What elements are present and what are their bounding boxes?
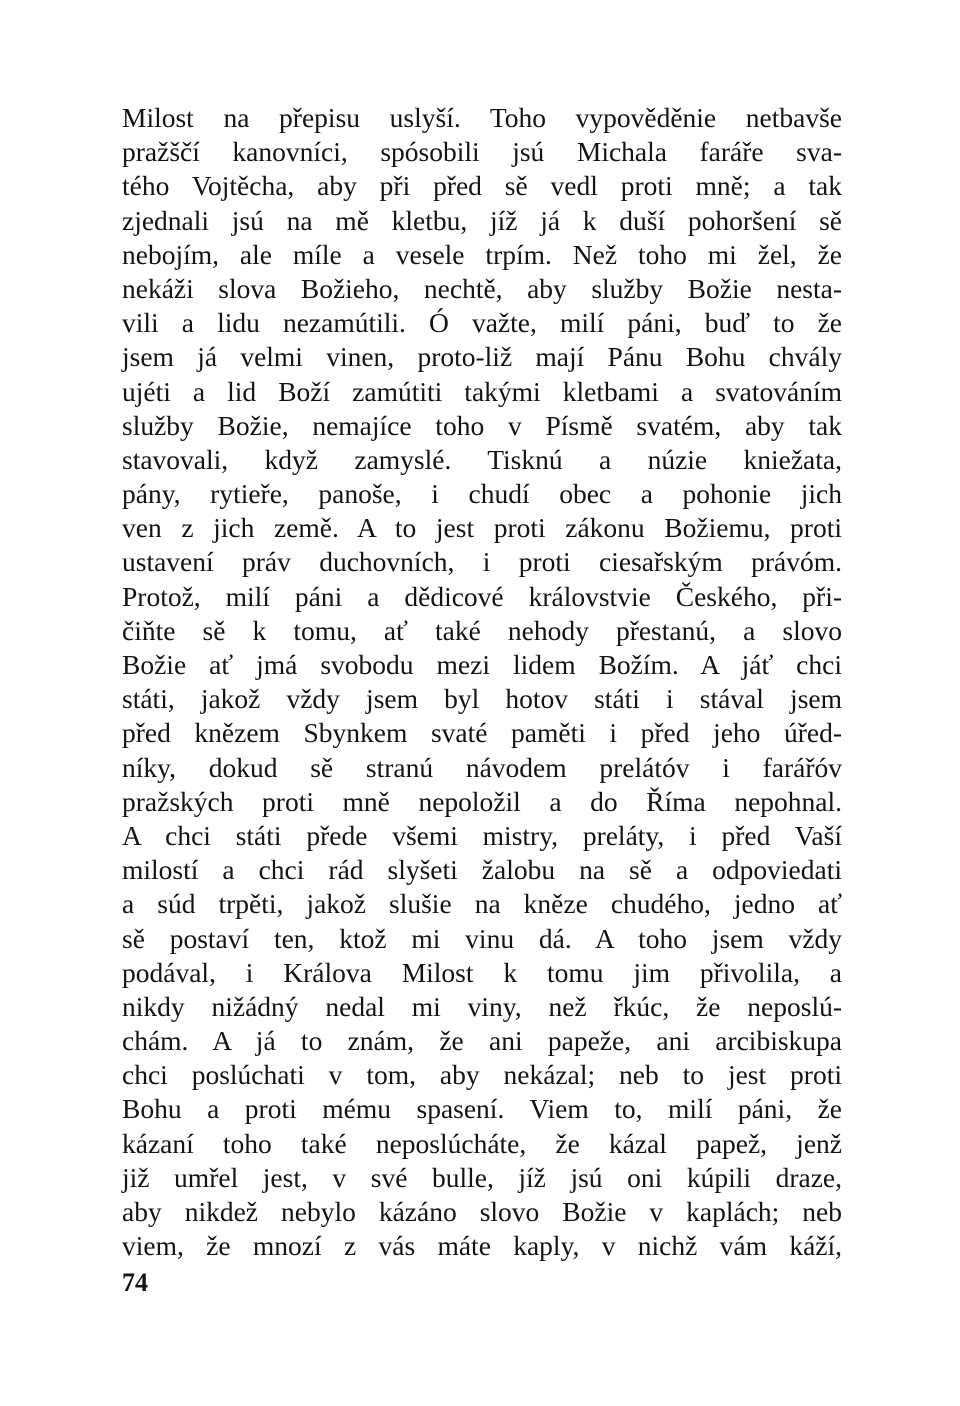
text-line: pány, rytieře, panoše, i chudí obec a pohonie jich <box>122 478 842 510</box>
page-number: 74 <box>122 1268 148 1297</box>
text-line: již umřel jest, v své bulle, jíž jsú oni kúpili draze, <box>122 1161 842 1193</box>
text-line: nekáži slova Božieho, nechtě, aby služby Božie nesta- <box>122 272 842 304</box>
text-line: milostí a chci rád slyšeti žalobu na sě a odpoviedati <box>122 854 842 886</box>
text-line: Božie ať jmá svobodu mezi lidem Božím. A jáť chci <box>122 649 842 680</box>
text-line: čiňte sě k tomu, ať také nehody přestanú, a slovo <box>122 614 842 646</box>
text-line: ustavení práv duchovních, i proti ciesařským právóm. <box>122 546 842 578</box>
text-line: stavovali, když zamyslé. Tisknú a núzie kniežata, <box>122 443 842 475</box>
text-line: pražščí kanovníci, spósobili jsú Michala faráře sva- <box>122 136 842 168</box>
text-line: viem, že mnozí z vás máte kaply, v nichž vám káží, <box>122 1230 842 1262</box>
text-line: Milost na přepisu uslyší. Toho vypověděnie netbavše <box>122 102 842 133</box>
text-line: ven z jich země. A to jest proti zákonu Božiemu, proti <box>122 512 842 544</box>
text-line: níky, dokud sě stranú návodem prelátóv i farářóv <box>122 751 842 783</box>
text-line: aby nikdež nebylo kázáno slovo Božie v kaplách; neb <box>122 1196 842 1227</box>
text-line: tého Vojtěcha, aby při před sě vedl proti mně; a tak <box>122 170 842 202</box>
text-line: služby Božie, nemajíce toho v Písmě svatém, aby tak <box>122 409 842 441</box>
text-line: státi, jakož vždy jsem byl hotov státi i stával jsem <box>122 683 842 715</box>
text-line: pražských proti mně nepoložil a do Říma nepohnal. <box>122 785 842 817</box>
text-line: nikdy nižádný nedal mi viny, než řkúc, že neposlú- <box>122 990 842 1022</box>
text-line: před knězem Sbynkem svaté paměti i před jeho úřed- <box>122 717 842 749</box>
text-line: sě postaví ten, ktož mi vinu dá. A toho jsem vždy <box>122 922 842 954</box>
text-line: chám. A já to znám, že ani papeže, ani arcibiskupa <box>122 1025 842 1057</box>
text-line: vili a lidu nezamútili. Ó važte, milí páni, buď to že <box>122 307 842 339</box>
body-text <box>122 101 842 1263</box>
text-line: podával, i Králova Milost k tomu jim přivolila, a <box>122 956 842 988</box>
text-line: kázaní toho také neposlúcháte, že kázal papež, jenž <box>122 1127 842 1159</box>
text-line: chci poslúchati v tom, aby nekázal; neb to jest proti <box>122 1059 842 1091</box>
text-line: nebojím, ale míle a vesele trpím. Než toho mi žel, že <box>122 238 842 270</box>
text-line: a súd trpěti, jakož slušie na kněze chudého, jedno ať <box>122 888 842 920</box>
text-line: ujéti a lid Boží zamútiti takými kletbami a svatováním <box>122 375 842 407</box>
text-line: jsem já velmi vinen, proto-liž mají Pánu Bohu chvály <box>122 341 842 373</box>
text-line: A chci státi přede všemi mistry, preláty, i před Vaší <box>122 819 842 851</box>
text-line: zjednali jsú na mě kletbu, jíž já k duší pohoršení sě <box>122 204 842 236</box>
text-line: Protož, milí páni a dědicové královstvie Českého, při- <box>122 580 842 612</box>
text-line: Bohu a proti mému spasení. Viem to, milí páni, že <box>122 1093 842 1125</box>
